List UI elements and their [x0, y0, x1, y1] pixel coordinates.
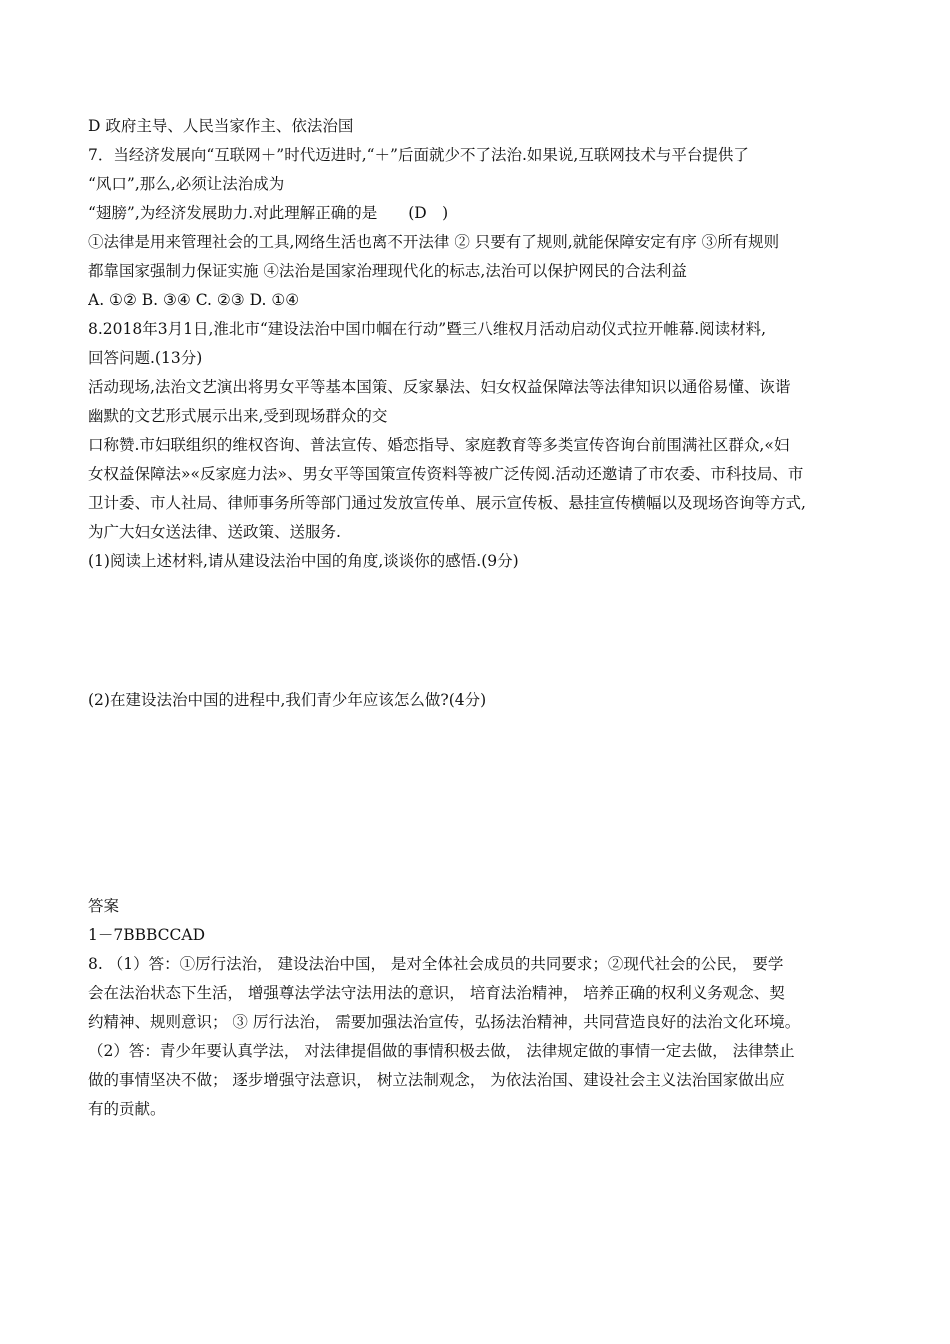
- text-line: 7．当经济发展向“互联网＋”时代迈进时,“＋”后面就少不了法治.如果说,互联网技术与平台提供了: [88, 146, 749, 164]
- text-line: 女权益保障法»«反家庭力法»、男女平等国策宣传资料等被广泛传阅.活动还邀请了市农委、市科技局、市: [88, 465, 804, 483]
- text-line: 会在法治状态下生活， 增强尊法学法守法用法的意识， 培育法治精神， 培养正确的权利义务观念、契: [88, 984, 785, 1002]
- text-line: “翅膀”,为经济发展助力.对此理解正确的是 (D ): [88, 204, 449, 222]
- text-line: (1)阅读上述材料,请从建设法治中国的角度,谈谈你的感悟.(9分): [88, 552, 519, 570]
- text-line: 8. （1）答：①厉行法治， 建设法治中国， 是对全体社会成员的共同要求；②现代社会的公民， 要学: [88, 955, 784, 973]
- text-line: “风口”,那么,必须让法治成为: [88, 175, 285, 193]
- text-line: 都靠国家强制力保证实施 ④法治是国家治理现代化的标志,法治可以保护网民的合法利益: [88, 262, 687, 280]
- text-line: 做的事情坚决不做； 逐步增强守法意识， 树立法制观念， 为依法治国、建设社会主义法治国家做出应: [88, 1071, 785, 1089]
- text-line: 为广大妇女送法律、送政策、送服务.: [88, 523, 341, 541]
- text-line: 活动现场,法治文艺演出将男女平等基本国策、反家暴法、妇女权益保障法等法律知识以通俗易懂、诙谐: [88, 378, 791, 396]
- text-line: 答案: [88, 897, 120, 915]
- text-line: 1－7BBBCCAD: [88, 926, 206, 944]
- text-line: 有的贡献。: [88, 1100, 166, 1118]
- text-line: （2）答：青少年要认真学法， 对法律提倡做的事情积极去做， 法律规定做的事情一定去做， 法律禁止: [88, 1042, 795, 1060]
- text-line: 8.2018年3月1日,淮北市“建设法治中国巾帼在行动”暨三八维权月活动启动仪式拉开帷幕.阅读材料,: [88, 320, 767, 338]
- answer-space: [88, 715, 878, 892]
- text-line: 幽默的文艺形式展示出来,受到现场群众的交: [88, 407, 388, 425]
- document-page: [88, 112, 878, 1124]
- text-line: ①法律是用来管理社会的工具,网络生活也离不开法律 ② 只要有了规则,就能保障安定有序 ③所有规则: [88, 233, 780, 251]
- text-line: A. ①② B. ③④ C. ②③ D. ①④: [88, 291, 300, 309]
- answer-space: [88, 576, 878, 686]
- text-line: 卫计委、市人社局、律师事务所等部门通过发放宣传单、展示宣传板、悬挂宣传横幅以及现场咨询等方式,: [88, 494, 806, 512]
- text-line: 约精神、规则意识； ③ 厉行法治， 需要加强法治宣传，弘扬法治精神，共同营造良好的法治文化环境。: [88, 1013, 801, 1031]
- text-line: D 政府主导、人民当家作主、依法治国: [88, 117, 354, 135]
- text-line: 口称赞.市妇联组织的维权咨询、普法宣传、婚恋指导、家庭教育等多类宣传咨询台前围满社区群众,«妇: [88, 436, 790, 454]
- text-line: (2)在建设法治中国的进程中,我们青少年应该怎么做?(4分): [88, 691, 487, 709]
- text-line: 回答问题.(13分): [88, 349, 203, 367]
